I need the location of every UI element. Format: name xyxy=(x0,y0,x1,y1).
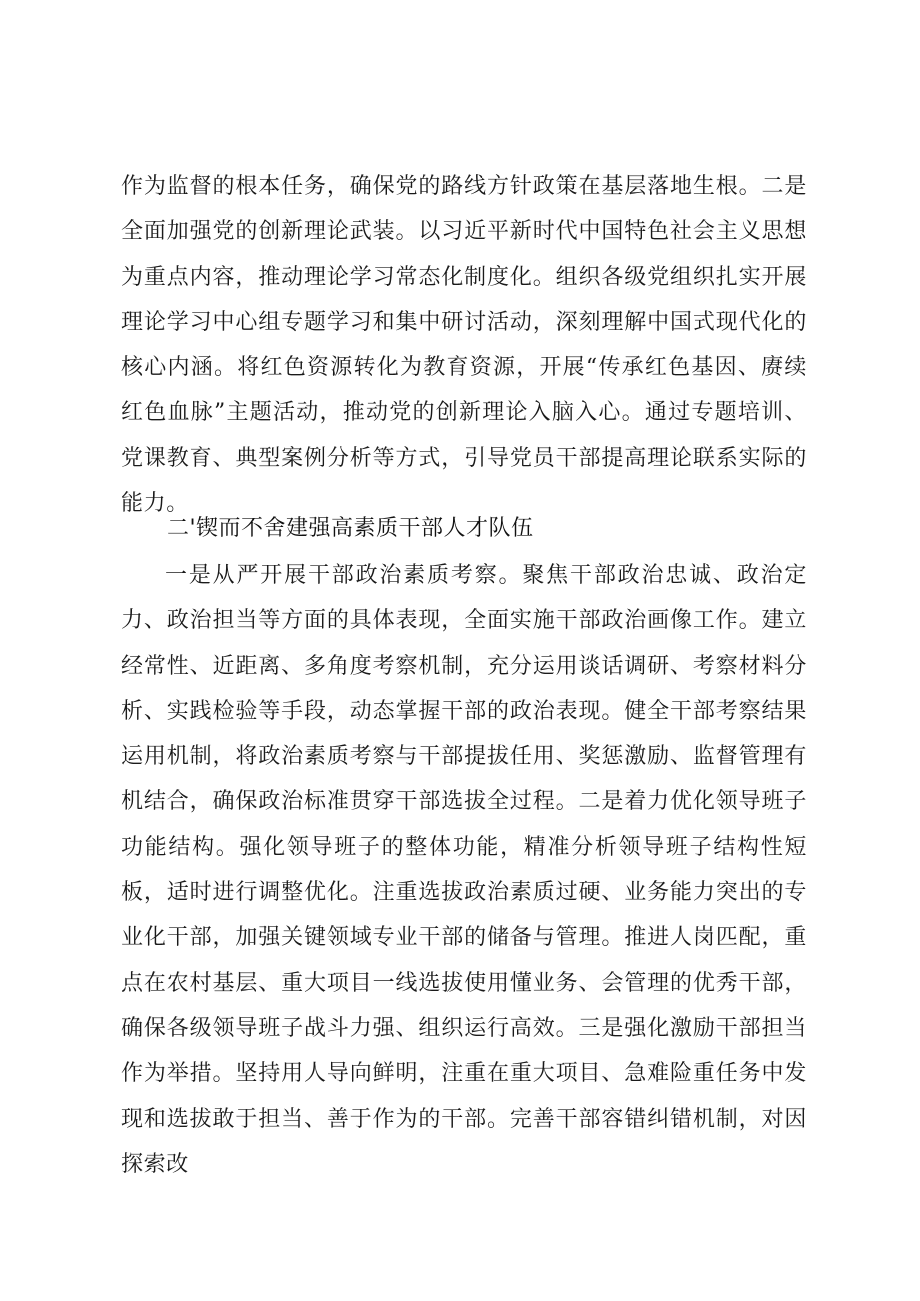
section-heading: 二'锲而不舍建强高素质干部人才队伍 xyxy=(167,516,534,541)
body-paragraph-2: 一是从严开展干部政治素质考察。聚焦干部政治忠诚、政治定力、政治担当等方面的具体表现，全面实施干部政治画像工作。建立经常性、近距离、多角度考察机制，充分运用谈话调研、考察材料分析、实践检验等手段，动态掌握干部的政治表现。健全干部考察结果运用机制，将政治素质考察与干部提拔任用、奖惩激励、监督管理有机结合，确保政治标准贯穿干部选拔全过程。二是着力优化领导班子功能结构。强化领导班子的整体功能，精准分析领导班子结构性短板，适时进行调整优化。注重选拔政治素质过硬、业务能力突出的专业化干部，加强关键领域专业干部的储备与管理。推进人岗匹配，重点在农村基层、重大项目一线选拔使用懂业务、会管理的优秀干部，确保各级领导班子战斗力强、组织运行高效。三是强化激励干部担当作为举措。坚持用人导向鲜明，注重在重大项目、急难险重任务中发现和选拔敢于担当、善于作为的干部。完善干部容错纠错机制，对因探索改 xyxy=(121,563,807,1177)
body-paragraph-1: 作为监督的根本任务，确保党的路线方针政策在基层落地生根。二是全面加强党的创新理论武装。以习近平新时代中国特色社会主义思想为重点内容，推动理论学习常态化制度化。组织各级党组织扎实开展理论学习中心组专题学习和集中研讨活动，深刻理解中国式现代化的核心内涵。将红色资源转化为教育资源，开展“传承红色基因、赓续红色血脉”主题活动，推动党的创新理论入脑入心。通过专题培训、党课教育、典型案例分析等方式，引导党员干部提高理论联系实际的能力。 xyxy=(121,174,807,517)
